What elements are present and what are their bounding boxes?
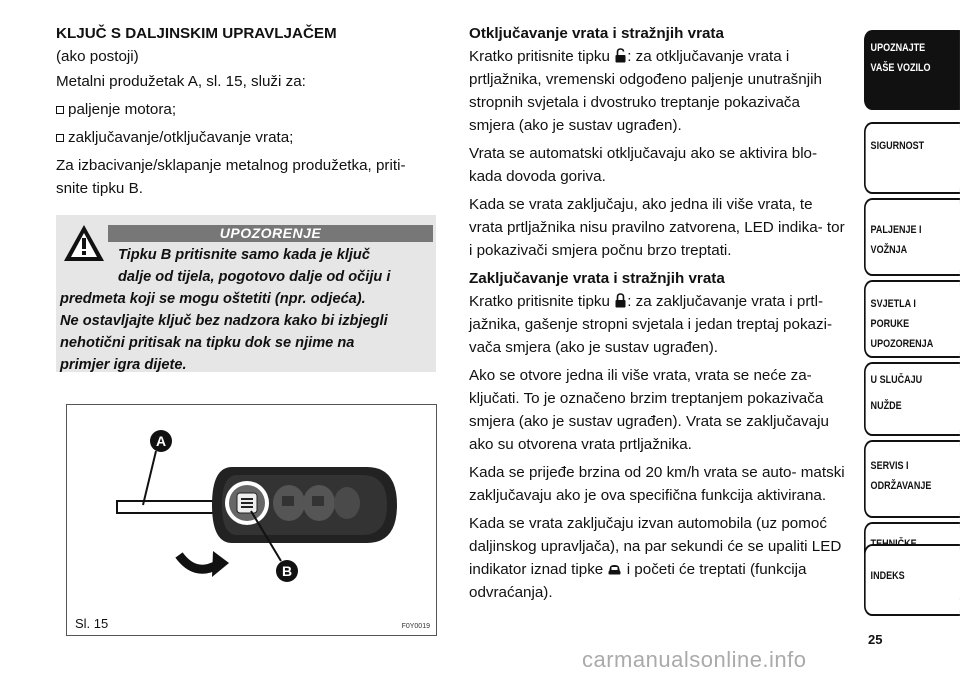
tab-paljenje[interactable]: PALJENJE I VOŽNJA bbox=[864, 198, 960, 276]
speed-lock-paragraph: Kada se prijeđe brzina od 20 km/h vrata se auto- matski zaključavaju ako je ova specifična funkcija aktivirana. bbox=[469, 464, 845, 504]
figure-code: F0Y0019 bbox=[401, 623, 430, 630]
label-a: A bbox=[155, 433, 167, 449]
unlock-heading: Otključavanje vrata i stražnjih vrata bbox=[469, 25, 724, 42]
bullet-square-icon bbox=[56, 106, 64, 114]
car-lock-icon bbox=[608, 563, 621, 576]
bullet-square-icon bbox=[56, 134, 64, 142]
led-warning-paragraph: Kada se vrata zaključaju, ako jedna ili više vrata, te vrata prtljažnika nisu pravilno zatvorena, LED indika- tor i pokazivači smjera počnu brzo treptati. bbox=[469, 196, 845, 259]
watermark: carmanualsonline.info bbox=[582, 647, 807, 672]
tab-upoznajte[interactable]: UPOZNAJTE VAŠE VOZILO bbox=[864, 30, 960, 110]
lock-heading: Zaključavanje vrata i stražnjih vrata bbox=[469, 270, 725, 287]
remote-key-illustration bbox=[67, 405, 436, 635]
tab-svjetla[interactable]: SVJETLA I PORUKE UPOZORENJA bbox=[864, 280, 960, 358]
tab-servis[interactable]: SERVIS I ODRŽAVANJE bbox=[864, 440, 960, 518]
bullet-item: paljenje motora; bbox=[56, 98, 440, 121]
page-number: 25 bbox=[868, 632, 883, 647]
bullet-item: zaključavanje/otključavanje vrata; bbox=[56, 126, 440, 149]
lock-icon bbox=[615, 293, 626, 308]
lock-paragraph: Kratko pritisnite tipku : za zaključavanje vrata i prtl- jažnika, gašenje stropni svjetala i jedan treptaj pokazi- vača smjera (ako je sustav ugrađen). bbox=[469, 293, 833, 356]
warning-box bbox=[56, 215, 436, 372]
eject-instructions: Za izbacivanje/sklapanje metalnog produžetka, priti- snite tipku B. bbox=[56, 157, 406, 197]
left-column bbox=[56, 22, 440, 205]
open-doors-paragraph: Ako se otvore jedna ili više vrata, vrata se neće za- ključati. To je označeno brzim treptanjem pokazivača smjera (ako je sustav ugrađen). Vrata se zaključavaju ako su otvorena vrata prtljažnika. bbox=[469, 367, 829, 453]
unlock-paragraph: Kratko pritisnite tipku : za otključavanje vrata i prtljažnika, vremenski odgođeno paljenje unutrašnjih stropnih svjetala i dvostruko treptanje pokazivača smjera (ako je sustav ugrađen). bbox=[469, 48, 822, 134]
section-title: KLJUČ S DALJINSKIM UPRAVLJAČEM bbox=[56, 25, 337, 42]
warning-text: Tipku B pritisnite samo kada je ključ dalje od tijela, pogotovo dalje od očiju i predmeta koji se mogu oštetiti (npr. odjeća). Ne ostavljajte ključ bez nadzora kako bi izbjegli nehotični pritisak na tipku dok se njime na primjer igra dijete. bbox=[60, 247, 391, 373]
key-figure bbox=[66, 404, 437, 636]
intro-text: Metalni produžetak A, sl. 15, služi za: bbox=[56, 73, 306, 90]
warning-title: UPOZORENJE bbox=[108, 225, 433, 242]
figure-caption: Sl. 15 bbox=[75, 616, 109, 631]
unlock-icon bbox=[615, 48, 626, 63]
tab-sigurnost[interactable]: SIGURNOST bbox=[864, 122, 960, 194]
section-subtitle: (ako postoji) bbox=[56, 48, 139, 65]
tab-nuzde[interactable]: U SLUČAJU NUŽDE bbox=[864, 362, 960, 436]
deterrent-paragraph: Kada se vrata zaključaju izvan automobila (uz pomoć daljinskog upravljača), na par sekundi će se upaliti LED indikator iznad tipke i početi će treptati (funkcija odvraćanja). bbox=[469, 515, 842, 601]
right-column bbox=[469, 22, 849, 609]
label-b: B bbox=[281, 563, 293, 579]
fuel-cutoff-paragraph: Vrata se automatski otključavaju ako se aktivira blo- kada dovoda goriva. bbox=[469, 145, 818, 185]
tab-indeks[interactable]: INDEKS bbox=[864, 544, 960, 616]
